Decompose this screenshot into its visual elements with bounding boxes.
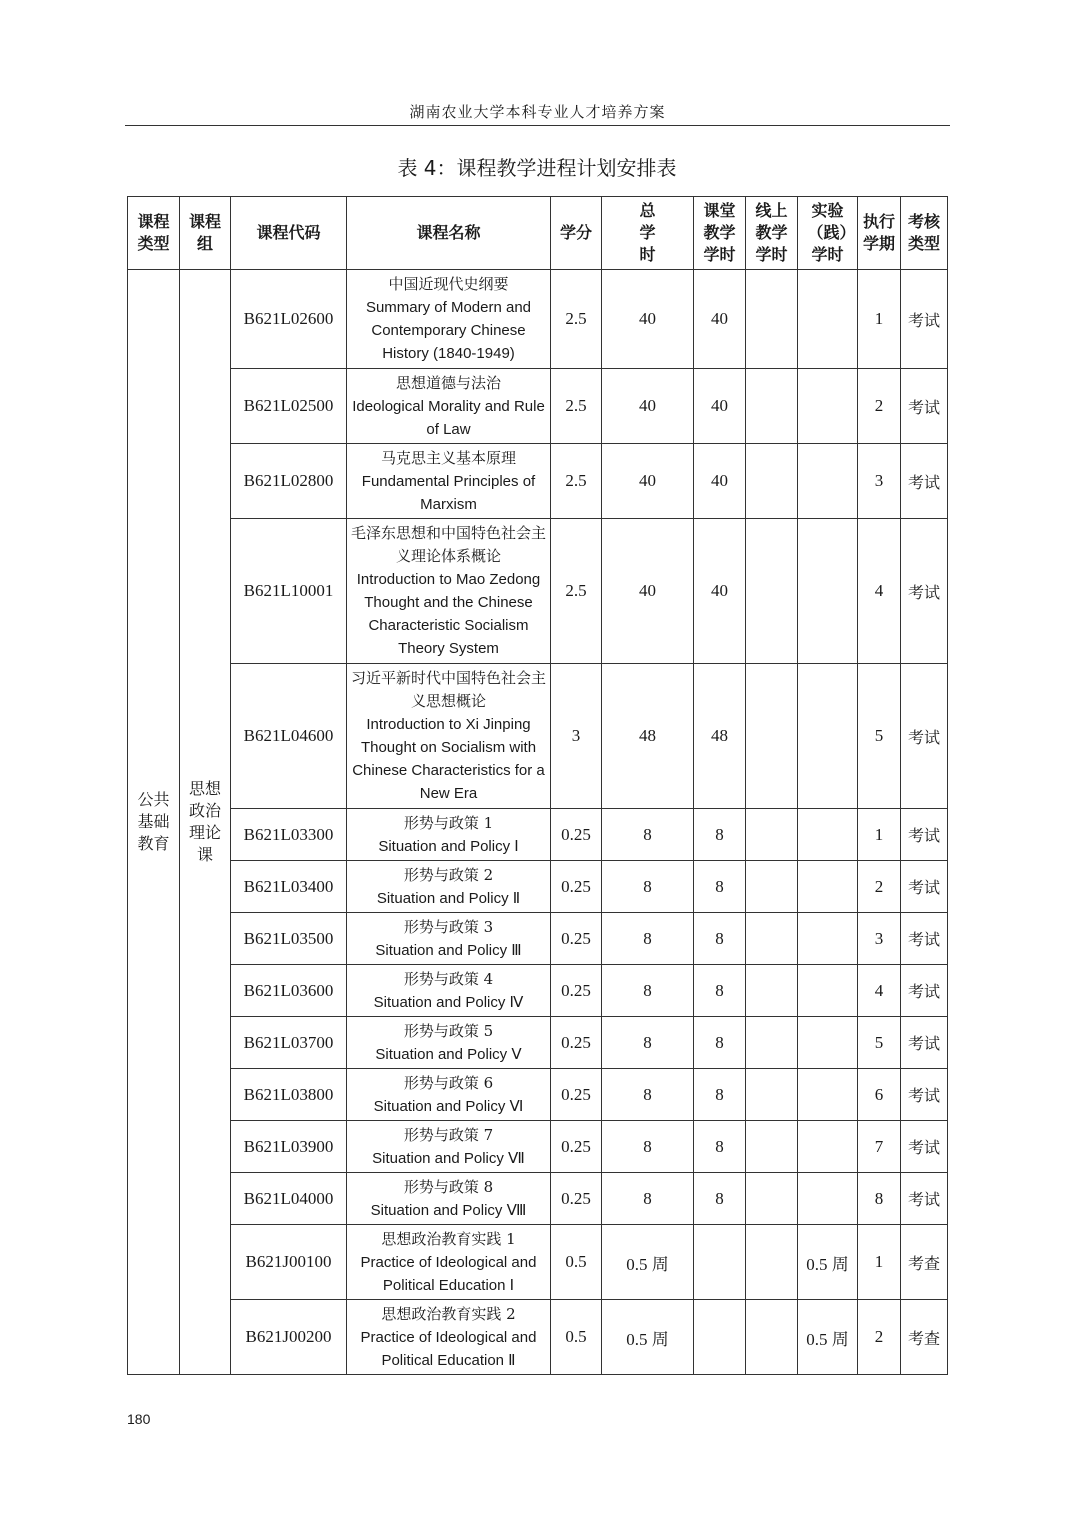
course-code: B621L03300 xyxy=(231,809,347,861)
course-name-zh: 形势与政策 5 xyxy=(403,1021,494,1040)
col-header-group: 课程组 xyxy=(180,197,231,270)
lab-hours xyxy=(798,270,858,369)
col-header-online-hours: 线上教学学时 xyxy=(746,197,798,270)
course-code: B621L02500 xyxy=(231,369,347,444)
course-name xyxy=(347,965,551,1017)
course-name-zh: 中国近现代史纲要 xyxy=(388,275,509,293)
credit: 0.25 xyxy=(551,1069,602,1121)
semester: 6 xyxy=(858,1069,901,1121)
course-code: B621L03700 xyxy=(231,1017,347,1069)
total-hours: 8 xyxy=(602,913,694,965)
semester: 8 xyxy=(858,1173,901,1225)
class-hours: 8 xyxy=(694,809,746,861)
lab-hours xyxy=(798,1017,858,1069)
course-name-zh: 思想道德与法治 xyxy=(395,373,501,392)
online-hours xyxy=(746,270,798,369)
total-hours: 8 xyxy=(602,1069,694,1121)
total-hours: 8 xyxy=(602,809,694,861)
course-name-zh: 思想政治教育实践 2 xyxy=(381,1304,516,1323)
online-hours xyxy=(746,809,798,861)
course-group-cell xyxy=(180,270,231,1375)
credit: 0.5 xyxy=(551,1300,602,1375)
online-hours xyxy=(746,861,798,913)
credit: 0.25 xyxy=(551,965,602,1017)
course-name-zh: 形势与政策 8 xyxy=(403,1177,494,1196)
semester: 4 xyxy=(858,519,901,664)
online-hours xyxy=(746,1121,798,1173)
lab-hours: 0.5 周 xyxy=(798,1225,858,1300)
col-header-type: 课程类型 xyxy=(128,197,180,270)
online-hours xyxy=(746,444,798,519)
online-hours xyxy=(746,1225,798,1300)
lab-hours xyxy=(798,1121,858,1173)
exam-type: 考试 xyxy=(901,1017,948,1069)
col-header-name: 课程名称 xyxy=(347,197,551,270)
credit: 0.25 xyxy=(551,1173,602,1225)
class-hours: 40 xyxy=(694,444,746,519)
exam-type: 考试 xyxy=(901,664,948,809)
total-hours: 40 xyxy=(602,519,694,664)
credit: 2.5 xyxy=(551,369,602,444)
table-row xyxy=(128,270,948,369)
class-hours: 40 xyxy=(694,519,746,664)
course-type-label: 公共基础教育 xyxy=(137,790,170,853)
class-hours: 40 xyxy=(694,270,746,369)
exam-type: 考查 xyxy=(901,1225,948,1300)
table-row xyxy=(128,965,948,1017)
exam-type: 考试 xyxy=(901,444,948,519)
course-name-zh: 形势与政策 4 xyxy=(403,969,494,988)
table-row xyxy=(128,861,948,913)
table-title: 表 4：课程教学进程计划安排表 xyxy=(397,156,677,180)
course-name xyxy=(347,1225,551,1300)
exam-type: 考试 xyxy=(901,519,948,664)
table-row xyxy=(128,1121,948,1173)
total-hours: 0.5 周 xyxy=(602,1225,694,1300)
online-hours xyxy=(746,1173,798,1225)
credit: 3 xyxy=(551,664,602,809)
lab-hours xyxy=(798,444,858,519)
course-name xyxy=(347,861,551,913)
semester: 4 xyxy=(858,965,901,1017)
lab-hours xyxy=(798,965,858,1017)
table-row xyxy=(128,1017,948,1069)
running-header: 湖南农业大学本科专业人才培养方案 xyxy=(409,103,666,121)
exam-type: 考试 xyxy=(901,965,948,1017)
credit: 2.5 xyxy=(551,444,602,519)
class-hours: 8 xyxy=(694,861,746,913)
exam-type: 考试 xyxy=(901,1121,948,1173)
credit: 0.25 xyxy=(551,1121,602,1173)
total-hours: 8 xyxy=(602,965,694,1017)
course-name-zh: 形势与政策 7 xyxy=(403,1125,494,1144)
course-code: B621L04000 xyxy=(231,1173,347,1225)
exam-type: 考试 xyxy=(901,809,948,861)
course-name-zh: 形势与政策 1 xyxy=(403,813,494,832)
course-name-en: Fundamental Principles of Marxism xyxy=(361,472,536,513)
class-hours: 8 xyxy=(694,1069,746,1121)
table-row xyxy=(128,913,948,965)
total-hours: 0.5 周 xyxy=(602,1300,694,1375)
course-name-en: Situation and Policy Ⅶ xyxy=(372,1149,525,1167)
course-name-zh: 习近平新时代中国特色社会主义思想概论 xyxy=(350,669,546,710)
semester: 1 xyxy=(858,809,901,861)
course-name xyxy=(347,1121,551,1173)
course-name-en: Situation and Policy Ⅷ xyxy=(370,1201,527,1219)
exam-type: 考试 xyxy=(901,1069,948,1121)
course-name xyxy=(347,369,551,444)
page-number: 180 xyxy=(127,1411,151,1427)
course-name xyxy=(347,1300,551,1375)
course-code: B621J00100 xyxy=(231,1225,347,1300)
semester: 5 xyxy=(858,664,901,809)
exam-type: 考试 xyxy=(901,369,948,444)
course-name-zh: 形势与政策 2 xyxy=(403,865,494,884)
course-name xyxy=(347,444,551,519)
table-row xyxy=(128,1225,948,1300)
online-hours xyxy=(746,1017,798,1069)
exam-type: 考试 xyxy=(901,270,948,369)
course-name xyxy=(347,1173,551,1225)
total-hours: 40 xyxy=(602,369,694,444)
class-hours xyxy=(694,1225,746,1300)
header-divider xyxy=(125,125,950,126)
course-name-zh: 形势与政策 6 xyxy=(403,1073,494,1092)
lab-hours: 0.5 周 xyxy=(798,1300,858,1375)
course-code: B621L03400 xyxy=(231,861,347,913)
course-name-en: Situation and Policy Ⅲ xyxy=(375,941,522,959)
total-hours: 40 xyxy=(602,270,694,369)
course-name-zh: 形势与政策 3 xyxy=(403,917,494,936)
online-hours xyxy=(746,1069,798,1121)
semester: 2 xyxy=(858,369,901,444)
course-code: B621L03800 xyxy=(231,1069,347,1121)
course-code: B621L10001 xyxy=(231,519,347,664)
course-name xyxy=(347,664,551,809)
class-hours xyxy=(694,1300,746,1375)
lab-hours xyxy=(798,519,858,664)
table-row xyxy=(128,1069,948,1121)
header-row xyxy=(128,197,948,270)
total-hours: 8 xyxy=(602,1017,694,1069)
col-header-exam: 考核类型 xyxy=(901,197,948,270)
col-header-code: 课程代码 xyxy=(231,197,347,270)
credit: 0.5 xyxy=(551,1225,602,1300)
course-type-cell xyxy=(128,270,180,1375)
course-name xyxy=(347,1017,551,1069)
semester: 1 xyxy=(858,270,901,369)
online-hours xyxy=(746,1300,798,1375)
online-hours xyxy=(746,519,798,664)
course-name-en: Situation and Policy Ⅴ xyxy=(375,1045,522,1063)
table-row xyxy=(128,664,948,809)
course-name-en: Situation and Policy Ⅵ xyxy=(373,1097,524,1115)
table-row xyxy=(128,444,948,519)
lab-hours xyxy=(798,1069,858,1121)
course-name-zh: 马克思主义基本原理 xyxy=(380,448,516,467)
course-group-label: 思想政治理论课 xyxy=(188,779,221,864)
course-code: B621L02600 xyxy=(231,270,347,369)
course-code: B621L03900 xyxy=(231,1121,347,1173)
credit: 0.25 xyxy=(551,809,602,861)
col-header-lab-hours: 实验（践）学时 xyxy=(798,197,858,270)
col-header-semester: 执行学期 xyxy=(858,197,901,270)
semester: 3 xyxy=(858,913,901,965)
lab-hours xyxy=(798,369,858,444)
total-hours: 40 xyxy=(602,444,694,519)
online-hours xyxy=(746,664,798,809)
lab-hours xyxy=(798,1173,858,1225)
lab-hours xyxy=(798,809,858,861)
course-name-zh: 毛泽东思想和中国特色社会主义理论体系概论 xyxy=(350,524,546,565)
semester: 2 xyxy=(858,1300,901,1375)
online-hours xyxy=(746,965,798,1017)
semester: 3 xyxy=(858,444,901,519)
exam-type: 考试 xyxy=(901,913,948,965)
course-name-en: Situation and Policy Ⅱ xyxy=(376,889,521,907)
online-hours xyxy=(746,913,798,965)
class-hours: 8 xyxy=(694,1173,746,1225)
course-code: B621L03500 xyxy=(231,913,347,965)
course-code: B621L04600 xyxy=(231,664,347,809)
course-name-en: Practice of Ideological and Political Education Ⅰ xyxy=(360,1253,537,1294)
course-name xyxy=(347,1069,551,1121)
class-hours: 8 xyxy=(694,965,746,1017)
class-hours: 8 xyxy=(694,913,746,965)
semester: 2 xyxy=(858,861,901,913)
credit: 0.25 xyxy=(551,861,602,913)
table-row xyxy=(128,1300,948,1375)
course-name-zh: 思想政治教育实践 1 xyxy=(381,1229,516,1248)
total-hours: 8 xyxy=(602,1121,694,1173)
course-name xyxy=(347,913,551,965)
course-name xyxy=(347,809,551,861)
exam-type: 考查 xyxy=(901,1300,948,1375)
exam-type: 考试 xyxy=(901,1173,948,1225)
lab-hours xyxy=(798,664,858,809)
course-name-en: Situation and Policy Ⅰ xyxy=(378,837,519,855)
online-hours xyxy=(746,369,798,444)
semester: 1 xyxy=(858,1225,901,1300)
course-code: B621L03600 xyxy=(231,965,347,1017)
table-row xyxy=(128,519,948,664)
course-code: B621L02800 xyxy=(231,444,347,519)
semester: 7 xyxy=(858,1121,901,1173)
course-name-en: Introduction to Xi Jinping Thought on Socialism with Chinese Characteristics for a New Era xyxy=(352,716,545,802)
total-hours: 48 xyxy=(602,664,694,809)
semester: 5 xyxy=(858,1017,901,1069)
course-name-en: Situation and Policy Ⅳ xyxy=(373,993,524,1011)
course-name-en: Ideological Morality and Rule of Law xyxy=(352,397,545,438)
exam-type: 考试 xyxy=(901,861,948,913)
table-row xyxy=(128,369,948,444)
col-header-credit: 学分 xyxy=(551,197,602,270)
credit: 0.25 xyxy=(551,1017,602,1069)
table-row xyxy=(128,809,948,861)
credit: 2.5 xyxy=(551,270,602,369)
lab-hours xyxy=(798,861,858,913)
course-name-en: Practice of Ideological and Political Education Ⅱ xyxy=(360,1328,537,1369)
class-hours: 48 xyxy=(694,664,746,809)
course-code: B621J00200 xyxy=(231,1300,347,1375)
course-plan-table xyxy=(127,196,948,1375)
course-name-en: Summary of Modern and Contemporary Chinese History (1840-1949) xyxy=(365,299,532,362)
course-name-en: Introduction to Mao Zedong Thought and the Chinese Characteristic Socialism Theory System xyxy=(356,571,541,657)
table-row xyxy=(128,1173,948,1225)
total-hours: 8 xyxy=(602,861,694,913)
class-hours: 8 xyxy=(694,1121,746,1173)
class-hours: 8 xyxy=(694,1017,746,1069)
class-hours: 40 xyxy=(694,369,746,444)
col-header-class-hours: 课堂教学学时 xyxy=(694,197,746,270)
col-header-total-hours: 总学时 xyxy=(602,197,694,270)
credit: 0.25 xyxy=(551,913,602,965)
course-name xyxy=(347,519,551,664)
course-name xyxy=(347,270,551,369)
credit: 2.5 xyxy=(551,519,602,664)
lab-hours xyxy=(798,913,858,965)
total-hours: 8 xyxy=(602,1173,694,1225)
